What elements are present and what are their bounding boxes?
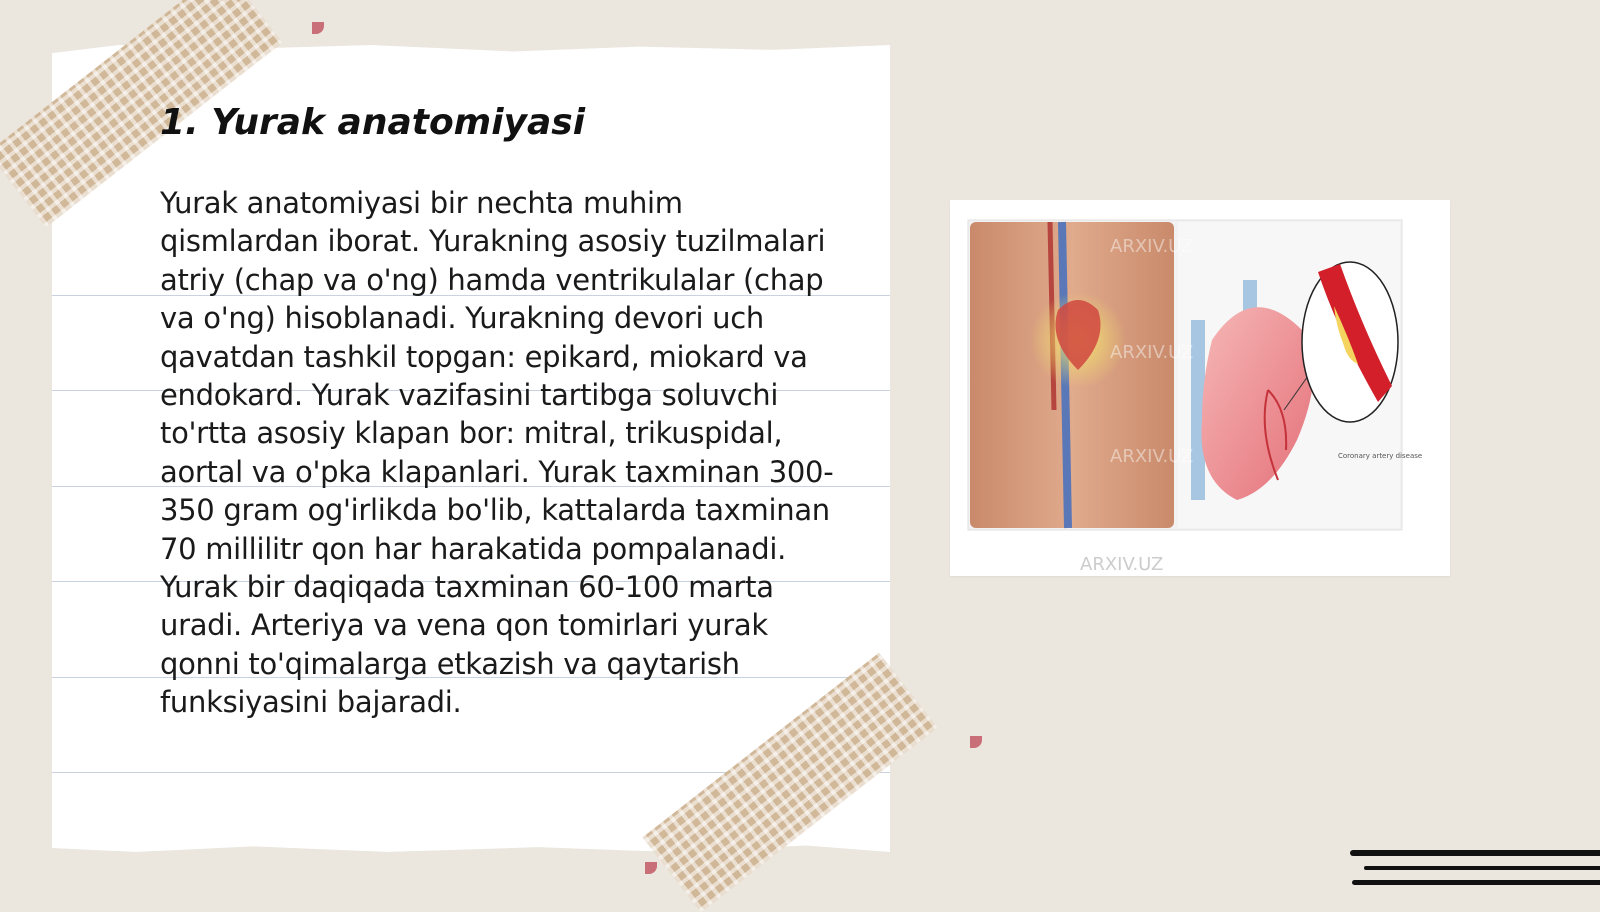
tape-tip xyxy=(312,22,324,34)
decorative-brush-stroke xyxy=(1350,850,1600,856)
tape-tip xyxy=(645,862,657,874)
watermark-text: ARXIV.UZ xyxy=(1080,554,1164,575)
watermark-text: ARXIV.UZ xyxy=(1110,236,1194,257)
heart-illustration xyxy=(950,200,1450,576)
decorative-brush-stroke xyxy=(1364,866,1600,870)
tape-tip xyxy=(970,736,982,748)
image-caption-text: Coronary artery disease xyxy=(1338,452,1423,460)
slide-body-text: Yurak anatomiyasi bir nechta muhim qismlardan iborat. Yurakning asosiy tuzilmalari atriy (chap va o'ng) hamda ventrikulalar (chap va o'ng) hisoblanadi. Yurakning devori uch qavatdan tashkil topgan: epikard, miokard va endokard. Yurak vazifasini tartibga soluvchi to'rtta asosiy klapan bor: mitral, trikuspidal, aortal va o'pka klapanlari. Yurak taxminan 300-350 gram og'irlikda bo'lib, kattalarda taxminan 70 millilitr qon har harakatida pompalanadi. Yurak bir daqiqada taxminan 60-100 marta uradi. Arteriya va vena qon tomirlari yurak qonni to'qimalarga etkazish va qaytarish funksiyasini bajaradi. xyxy=(160,186,834,720)
heart-anatomy-image xyxy=(950,200,1450,576)
watermark-text: ARXIV.UZ xyxy=(1110,342,1194,363)
watermark-text: ARXIV.UZ xyxy=(1110,446,1194,467)
slide-title: 1. Yurak anatomiyasi xyxy=(160,102,586,143)
decorative-brush-stroke xyxy=(1352,880,1600,885)
